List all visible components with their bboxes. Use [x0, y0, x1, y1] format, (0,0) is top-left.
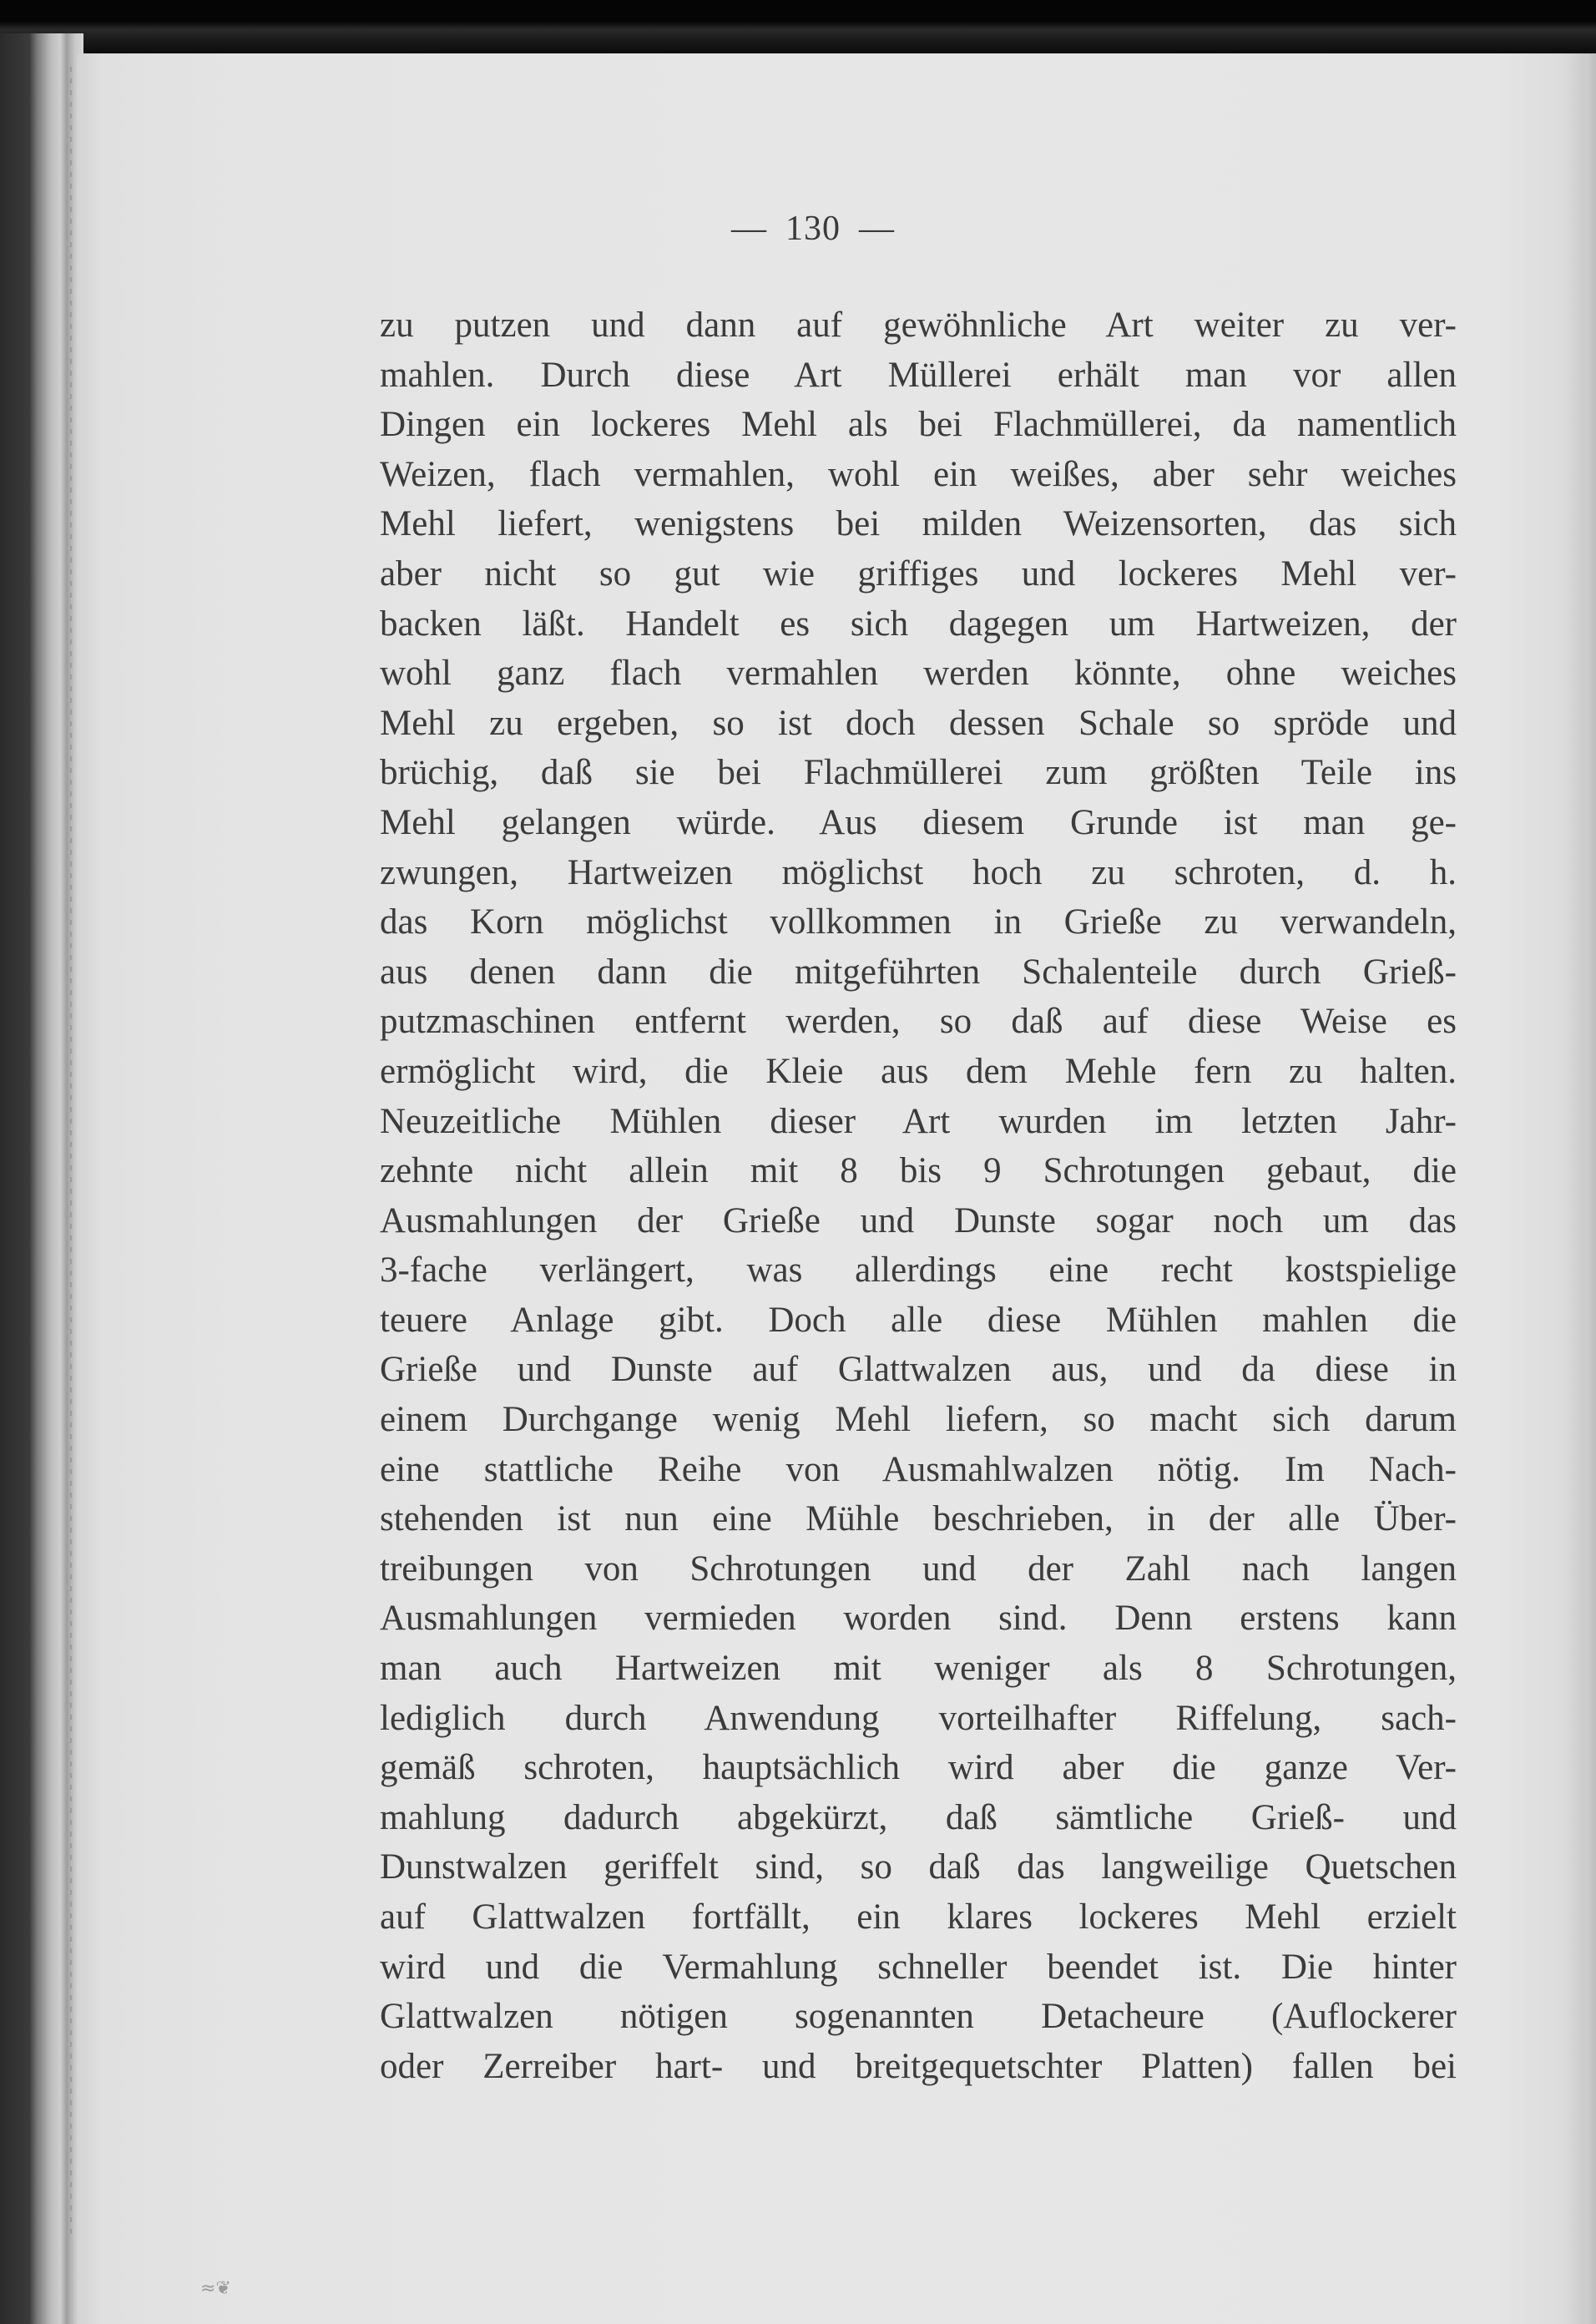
- text-line: zwungen, Hartweizen möglichst hoch zu schroten, d. h.: [380, 852, 1457, 892]
- text-line: brüchig, daß sie bei Flachmüllerei zum größten Teile ins: [380, 753, 1457, 793]
- text-line: treibungen von Schrotungen und der Zahl nach langen: [380, 1548, 1457, 1589]
- text-line: gemäß schroten, hauptsächlich wird aber die ganze Ver-: [380, 1748, 1457, 1788]
- page-number-dash-right: —: [859, 210, 895, 248]
- text-line: oder Zerreiber hart- und breitgequetschter Platten) fallen bei: [380, 2046, 1457, 2086]
- text-line: zu putzen und dann auf gewöhnliche Art weiter zu ver-: [380, 306, 1457, 345]
- text-line: mahlung dadurch abgekürzt, daß sämtliche Grieß- und: [380, 1797, 1457, 1837]
- text-line: Weizen, flach vermahlen, wohl ein weißes, aber sehr weiches: [380, 454, 1457, 494]
- text-line: backen läßt. Handelt es sich dagegen um Hartweizen, der: [380, 604, 1457, 644]
- text-line: das Korn möglichst vollkommen in Grieße zu verwandeln,: [380, 902, 1457, 942]
- text-line: Mehl zu ergeben, so ist doch dessen Schale so spröde und: [380, 703, 1457, 743]
- text-line: teuere Anlage gibt. Doch alle diese Mühlen mahlen die: [380, 1300, 1457, 1340]
- page-number-header: [0, 209, 1596, 249]
- text-line: lediglich durch Anwendung vorteilhafter Riffelung, sach-: [380, 1698, 1457, 1738]
- scanner-top-edge: [0, 0, 1596, 53]
- gutter-stitch-marks: [70, 67, 72, 2237]
- text-line: wohl ganz flach vermahlen werden könnte, ohne weiches: [380, 654, 1457, 694]
- text-line: aber nicht so gut wie griffiges und lockeres Mehl ver-: [380, 553, 1457, 594]
- text-line: Dunstwalzen geriffelt sind, so daß das langweilige Quetschen: [380, 1847, 1457, 1887]
- text-line: Grieße und Dunste auf Glattwalzen aus, und da diese in: [380, 1350, 1457, 1390]
- text-line: Mehl gelangen würde. Aus diesem Grunde ist man ge-: [380, 802, 1457, 842]
- text-line: 3-fache verlängert, was allerdings eine recht kostspielige: [380, 1250, 1457, 1291]
- body-paragraph: [380, 301, 1457, 2091]
- text-line: man auch Hartweizen mit weniger als 8 Schrotungen,: [380, 1649, 1457, 1689]
- text-line: Ausmahlungen der Grieße und Dunste sogar noch um das: [380, 1200, 1457, 1240]
- page-right-edge-shadow: [1586, 53, 1596, 2324]
- page-number: 130: [785, 210, 841, 248]
- text-line: putzmaschinen entfernt werden, so daß auf diese Weise es: [380, 1002, 1457, 1042]
- text-line: einem Durchgange wenig Mehl liefern, so macht sich darum: [380, 1400, 1457, 1440]
- text-line: mahlen. Durch diese Art Müllerei erhält man vor allen: [380, 355, 1457, 395]
- text-line: Ausmahlungen vermieden worden sind. Denn erstens kann: [380, 1599, 1457, 1639]
- text-line: Neuzeitliche Mühlen dieser Art wurden im letzten Jahr-: [380, 1101, 1457, 1141]
- text-line: stehenden ist nun eine Mühle beschrieben, in der alle Über-: [380, 1499, 1457, 1539]
- text-line: aus denen dann die mitgeführten Schalenteile durch Grieß-: [380, 952, 1457, 992]
- library-stamp-icon: ≈❦: [200, 2278, 231, 2299]
- text-line: ermöglicht wird, die Kleie aus dem Mehle fern zu halten.: [380, 1051, 1457, 1091]
- text-line: Dingen ein lockeres Mehl als bei Flachmüllerei, da namentlich: [380, 405, 1457, 445]
- text-line: zehnte nicht allein mit 8 bis 9 Schrotungen gebaut, die: [380, 1151, 1457, 1191]
- text-line: eine stattliche Reihe von Ausmahlwalzen nötig. Im Nach-: [380, 1449, 1457, 1489]
- text-line: Glattwalzen nötigen sogenannten Detacheure (Auflockerer: [380, 1997, 1457, 2037]
- page-number-dash-left: —: [731, 210, 767, 248]
- text-line: wird und die Vermahlung schneller beendet ist. Die hinter: [380, 1947, 1457, 1987]
- text-line: auf Glattwalzen fortfällt, ein klares lockeres Mehl erzielt: [380, 1897, 1457, 1937]
- text-line: Mehl liefert, wenigstens bei milden Weizensorten, das sich: [380, 504, 1457, 544]
